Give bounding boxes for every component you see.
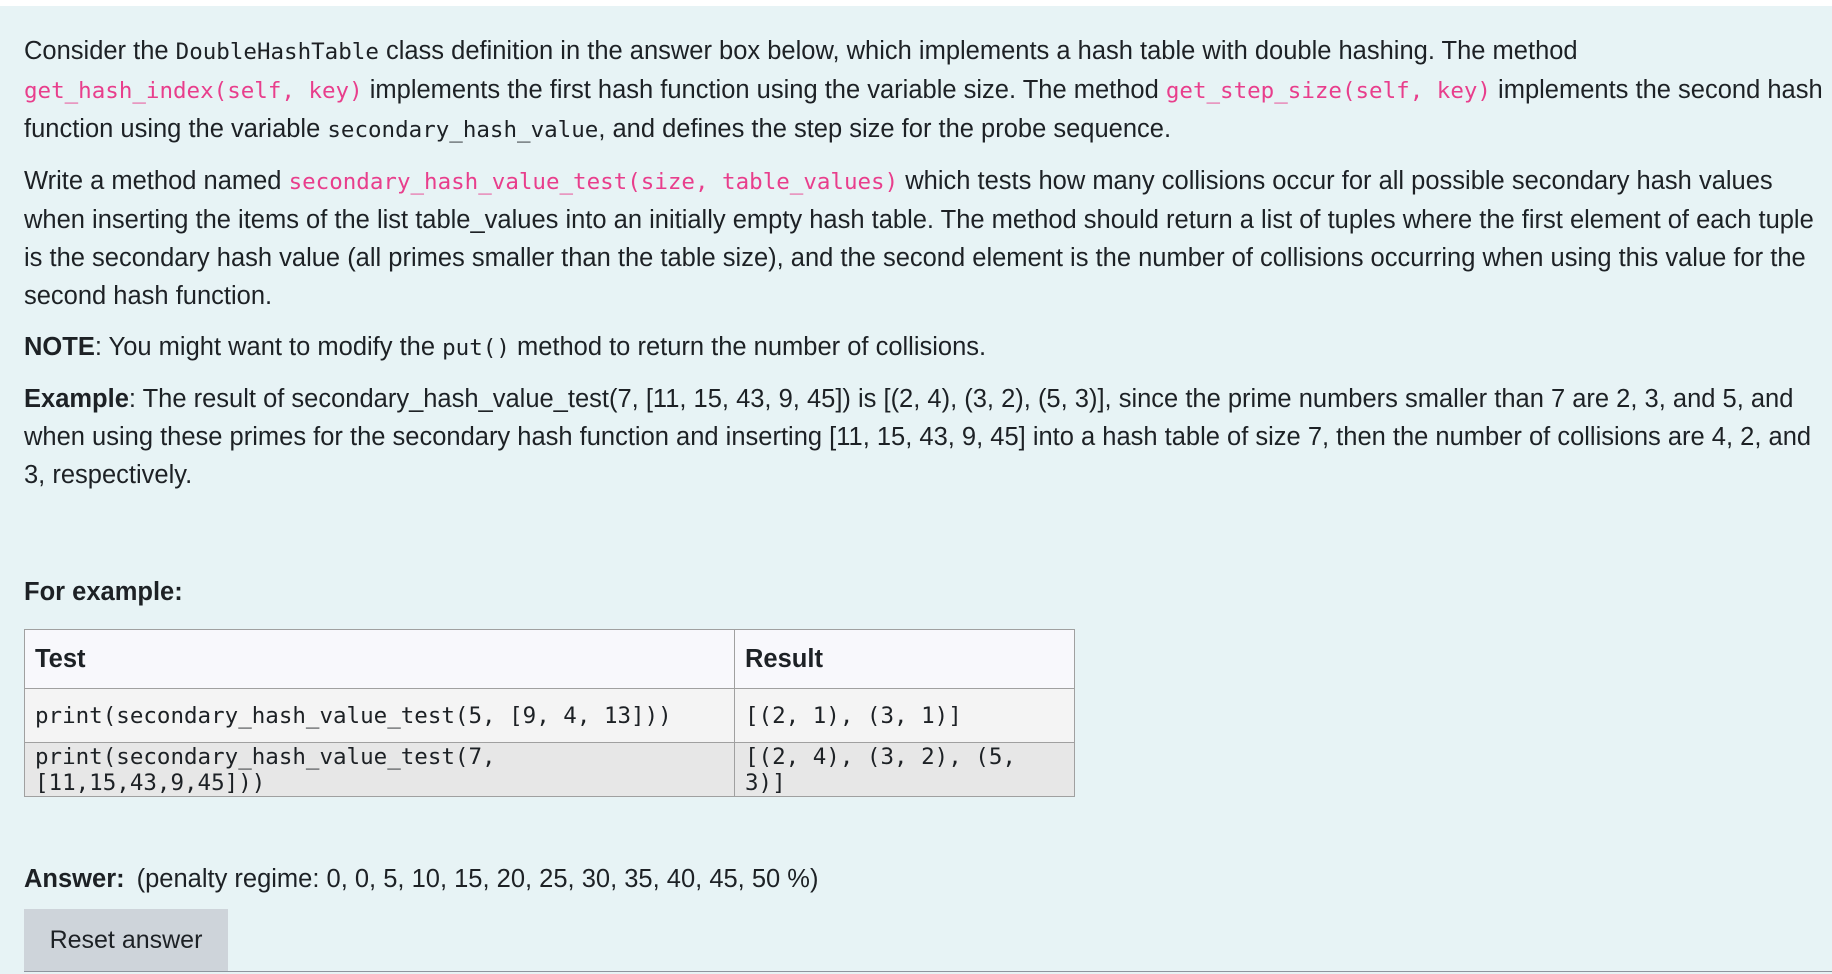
reset-answer-button[interactable]: Reset answer [24,909,228,971]
text: which tests how many collisions occur for all possible secondary hash values when inserting the items of the list table_values into an initially empty hash table. The method should return a list of tuples where the first element of each tuple is the secondary hash value (all primes smaller than the table size), and the second element is the number of collisions occurring when using this value for the second hash function. [24,167,1814,310]
text: method to return the number of collisions. [509,333,987,361]
table-row [25,689,1075,743]
question-note-paragraph [24,328,1824,367]
text: : You might want to modify the [94,333,443,361]
test-cell: print(secondary_hash_value_test(5, [9, 4, 13])) [25,689,735,743]
put-method-code: put() [442,335,510,361]
table-row [25,743,1075,797]
hash-index-method-code: get_hash_index(self, key) [24,78,363,104]
class-name-code: DoubleHashTable [175,39,379,65]
note-label: NOTE [24,333,95,361]
question-content [24,32,1824,507]
examples-table [24,629,1075,797]
result-cell: [(2, 1), (3, 1)] [735,689,1075,743]
text: Write a method named [24,167,289,195]
text: implements the first hash function using the variable size. The method [362,76,1166,104]
question-example-paragraph [24,380,1824,494]
answer-box-top-border [24,971,1832,972]
question-task-paragraph [24,162,1824,315]
step-size-method-code: get_step_size(self, key) [1165,78,1491,104]
text: : The result of secondary_hash_value_test(7, [11, 15, 43, 9, 45]) is [(2, 4), (3, 2), (5, 3)], since the prime numbers smaller than 7 are 2, 3, and 5, and when using these primes for the secondary hash function and inserting [11, 15, 43, 9, 45] into a hash table of size 7, then the number of collisions are 4, 2, and 3, respectively. [24,385,1812,489]
for-example-heading: For example: [24,578,183,606]
result-cell: [(2, 4), (3, 2), (5, 3)] [735,743,1075,797]
penalty-regime-text: (penalty regime: 0, 0, 5, 10, 15, 20, 25, 30, 35, 40, 45, 50 %) [136,865,819,893]
answer-heading [24,862,818,896]
question-text-panel [0,6,1832,974]
example-label: Example [24,385,129,413]
table-header-row [25,630,1075,689]
test-cell: print(secondary_hash_value_test(7, [11,15,43,9,45])) [25,743,735,797]
result-column-header: Result [735,630,1075,689]
answer-label: Answer: [24,865,125,893]
text: , and defines the step size for the probe sequence. [598,115,1172,143]
secondary-hash-variable-code: secondary_hash_value [327,117,599,143]
text: Consider the [24,37,176,65]
text: class definition in the answer box below, which implements a hash table with double hashing. The method [378,37,1578,65]
question-intro-paragraph [24,32,1824,149]
test-column-header: Test [25,630,735,689]
method-signature-code: secondary_hash_value_test(size, table_values) [288,169,899,195]
text: implements the second hash function using the variable [24,76,1823,143]
